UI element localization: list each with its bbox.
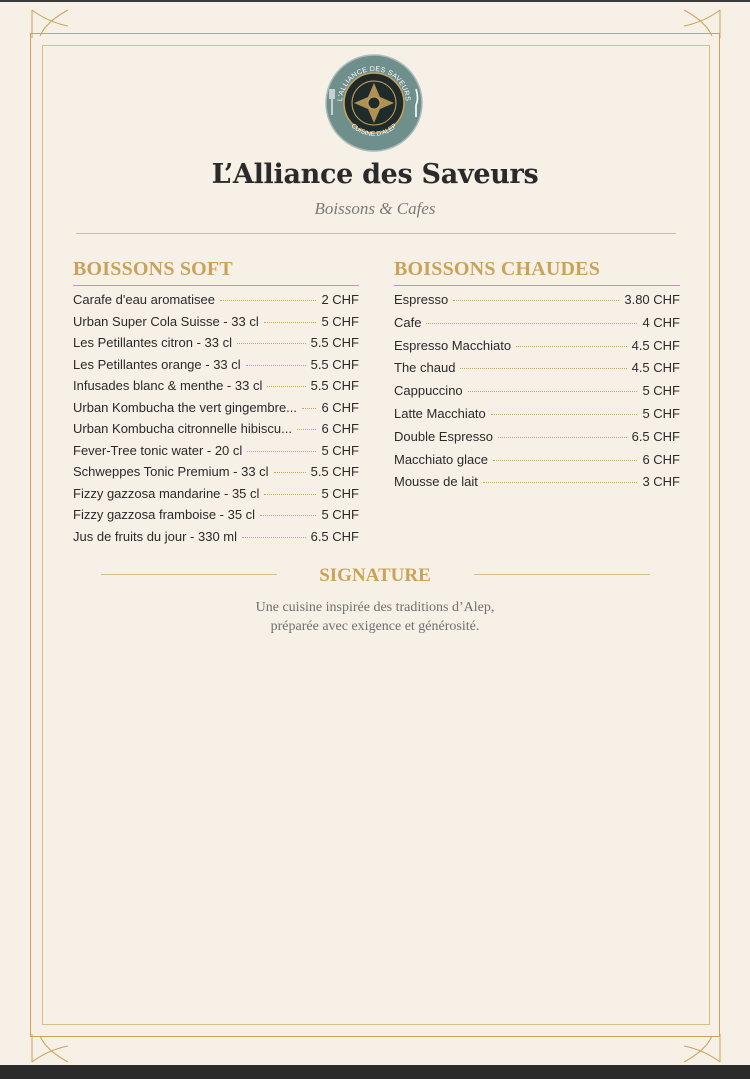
item-name: Espresso Macchiato bbox=[394, 337, 512, 353]
item-name: Fizzy gazzosa framboise - 35 cl bbox=[73, 507, 256, 522]
dotted-leader bbox=[260, 515, 316, 516]
restaurant-name: L’Alliance des Saveurs bbox=[211, 159, 539, 190]
item-price: 4.5 CHF bbox=[631, 360, 680, 376]
item-name: Schweppes Tonic Premium - 33 cl bbox=[73, 464, 269, 479]
dotted-leader bbox=[220, 300, 316, 301]
item-name: Espresso bbox=[394, 292, 449, 307]
menu-item bbox=[394, 383, 680, 406]
item-price: 6.5 CHF bbox=[631, 428, 680, 444]
item-price: 5.5 CHF bbox=[310, 356, 359, 372]
item-price: 5.5 CHF bbox=[310, 464, 359, 479]
menu-item bbox=[394, 338, 680, 361]
signature-line-1: Une cuisine inspirée des traditions d’Alep, bbox=[255, 600, 495, 615]
item-price: 5 CHF bbox=[321, 313, 359, 329]
menu-item bbox=[73, 443, 359, 465]
menu-item bbox=[73, 464, 359, 486]
header-divider bbox=[76, 233, 676, 234]
section-heading: BOISSONS SOFT bbox=[73, 258, 359, 286]
menu-item bbox=[73, 421, 359, 443]
corner-ornament-bottom-left bbox=[30, 1032, 70, 1064]
dotted-leader bbox=[264, 322, 317, 323]
corner-ornament-top-right bbox=[682, 8, 722, 40]
menu-item bbox=[73, 486, 359, 508]
corner-ornament-top-left bbox=[30, 8, 70, 40]
dotted-leader bbox=[242, 537, 306, 538]
item-name: Les Petillantes citron - 33 cl bbox=[73, 335, 232, 350]
item-price: 5 CHF bbox=[642, 405, 680, 421]
item-price: 3.80 CHF bbox=[624, 292, 680, 307]
item-name: Les Petillantes orange - 33 cl bbox=[73, 356, 241, 372]
menu-item bbox=[73, 529, 359, 551]
menu-item bbox=[394, 292, 680, 315]
dotted-leader bbox=[516, 346, 627, 347]
dotted-leader bbox=[247, 451, 316, 452]
menu-item bbox=[394, 315, 680, 338]
menu-item bbox=[73, 357, 359, 379]
item-price: 5.5 CHF bbox=[310, 378, 359, 393]
menu-page bbox=[0, 2, 750, 1065]
item-price: 4.5 CHF bbox=[631, 337, 680, 353]
dotted-leader bbox=[297, 429, 316, 430]
menu-item bbox=[73, 292, 359, 314]
menu-item bbox=[394, 429, 680, 452]
item-price: 6 CHF bbox=[321, 399, 359, 415]
item-price: 5 CHF bbox=[321, 442, 359, 458]
signature-text bbox=[0, 598, 750, 636]
dotted-leader bbox=[491, 414, 638, 415]
dotted-leader bbox=[426, 323, 637, 324]
item-list bbox=[73, 292, 359, 550]
restaurant-logo bbox=[324, 53, 424, 153]
item-price: 6 CHF bbox=[642, 451, 680, 467]
item-name: Mousse de lait bbox=[394, 474, 478, 490]
section-heading: BOISSONS CHAUDES bbox=[394, 258, 680, 286]
item-name: Macchiato glace bbox=[394, 451, 488, 467]
item-name: The chaud bbox=[394, 360, 456, 376]
item-name: Fizzy gazzosa mandarine - 35 cl bbox=[73, 485, 260, 501]
signature-line-2: préparée avec exigence et générosité. bbox=[270, 619, 480, 634]
menu-item bbox=[73, 507, 359, 529]
item-name: Infusades blanc & menthe - 33 cl bbox=[73, 378, 263, 393]
dotted-leader bbox=[274, 472, 306, 473]
section-boissons-chaudes bbox=[394, 258, 680, 497]
item-name: Urban Kombucha citronnelle hibiscu... bbox=[73, 421, 292, 436]
menu-item bbox=[394, 452, 680, 475]
item-name: Jus de fruits du jour - 330 ml bbox=[73, 528, 238, 544]
item-name: Double Espresso bbox=[394, 428, 493, 444]
dotted-leader bbox=[264, 494, 316, 495]
dotted-leader bbox=[468, 391, 638, 392]
dotted-leader bbox=[483, 482, 638, 483]
item-name: Fever-Tree tonic water - 20 cl bbox=[73, 442, 243, 458]
item-price: 5 CHF bbox=[321, 485, 359, 501]
item-price: 6.5 CHF bbox=[310, 528, 359, 544]
item-name: Cafe bbox=[394, 314, 422, 330]
section-boissons-soft bbox=[73, 258, 359, 550]
item-price: 3 CHF bbox=[642, 474, 680, 490]
dotted-leader bbox=[493, 460, 637, 461]
dotted-leader bbox=[302, 408, 316, 409]
item-name: Latte Macchiato bbox=[394, 405, 486, 421]
signature-heading: SIGNATURE bbox=[319, 565, 431, 586]
item-name: Urban Super Cola Suisse - 33 cl bbox=[73, 313, 259, 329]
dotted-leader bbox=[453, 300, 619, 301]
menu-item bbox=[394, 406, 680, 429]
corner-ornament-bottom-right bbox=[682, 1032, 722, 1064]
logo-text-top: L'ALLIANCE DES SAVEURS bbox=[337, 65, 412, 102]
item-name: Urban Kombucha the vert gingembre... bbox=[73, 399, 298, 415]
menu-item bbox=[73, 335, 359, 357]
dotted-leader bbox=[267, 386, 305, 387]
item-price: 2 CHF bbox=[321, 292, 359, 307]
menu-item bbox=[394, 360, 680, 383]
menu-item bbox=[73, 314, 359, 336]
item-list bbox=[394, 292, 680, 497]
menu-subtitle: Boissons & Cafes bbox=[314, 199, 436, 218]
dotted-leader bbox=[460, 368, 626, 369]
item-price: 6 CHF bbox=[321, 421, 359, 436]
menu-item bbox=[73, 378, 359, 400]
dotted-leader bbox=[237, 343, 306, 344]
dotted-leader bbox=[498, 437, 627, 438]
item-price: 4 CHF bbox=[642, 314, 680, 330]
item-price: 5.5 CHF bbox=[310, 335, 359, 350]
dotted-leader bbox=[246, 365, 306, 366]
item-name: Carafe d'eau aromatisee bbox=[73, 292, 215, 307]
item-price: 5 CHF bbox=[321, 507, 359, 522]
menu-item bbox=[394, 474, 680, 497]
logo-text-bottom: CUISINE D'ALEP bbox=[349, 122, 399, 138]
item-name: Cappuccino bbox=[394, 383, 463, 399]
item-price: 5 CHF bbox=[642, 383, 680, 399]
bottom-bar bbox=[0, 1065, 750, 1079]
menu-item bbox=[73, 400, 359, 422]
